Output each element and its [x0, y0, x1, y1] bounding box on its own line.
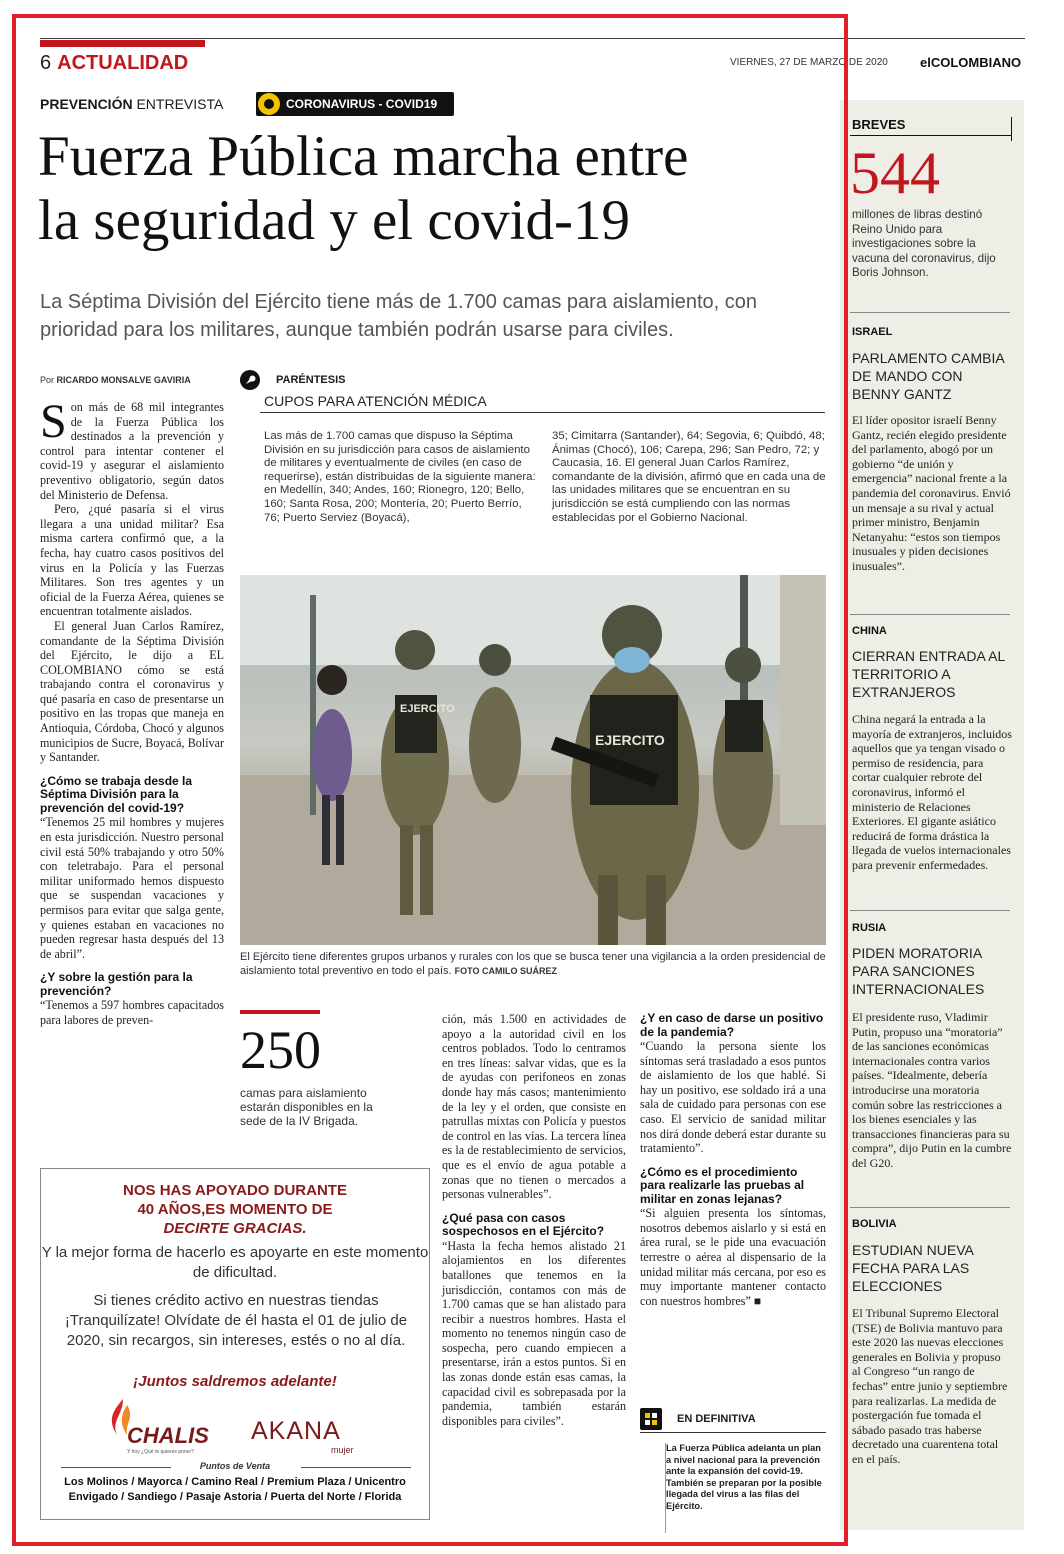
answer-2: “Tenemos a 597 hombres capacitados para labores de preven-	[40, 998, 224, 1027]
checkered-icon	[640, 1408, 662, 1430]
vest-label-left: EJERCITO	[400, 703, 455, 715]
points-rule-right	[301, 1467, 411, 1468]
headline-line-2: la seguridad y el covid-19	[38, 189, 630, 252]
question-1: ¿Cómo se trabaja desde la Séptima División para la prevención del covid-19?	[40, 773, 193, 815]
breves-rule	[850, 135, 1012, 136]
kicker	[40, 96, 223, 112]
page-number: 6	[40, 52, 52, 74]
chalis-logo	[103, 1397, 233, 1457]
brief-headline-bolivia: ESTUDIAN NUEVA FECHA PARA LAS ELECCIONES	[852, 1242, 974, 1294]
dropcap: S	[40, 395, 67, 448]
answer-2-continued: ción, más 1.500 en actividades de apoyo a la autoridad civil en los centros poblados. Todo lo centramos en tres líneas: salvar vidas, que es la de ayudas con perifoneos en zonas donde hay más casos; mantenimiento de la ley y el orden, que consiste en patrullas mixtas con Policía y puestos de control en las vías. La tercera línea es la de restablecimiento de servicios, que es el envío de agua potable a zonas que no tienen o mercados a personas vulnerables”.	[442, 1012, 626, 1202]
store-list	[41, 1475, 429, 1505]
brief-category-bolivia: BOLIVIA	[852, 1218, 897, 1230]
chalis-slogan: Y hoy ¿Qué te quieres poner?	[127, 1449, 194, 1455]
headline	[38, 125, 838, 253]
breves-separator	[850, 312, 1010, 313]
soldiers-photo	[240, 575, 826, 945]
answer-4: “Cuando la persona siente los síntomas será trasladado a esos puntos de aislamiento de los que hablé. Si hay un positivo, ese soldado irá a una sala de cuidado para personas con ese caso. El servicio de sanidad militar nos dirá donde deberá estar durante su tratamiento”.	[640, 1039, 826, 1156]
newspaper-logo: elCOLOMBIANO	[920, 55, 1022, 70]
breves-number: 544	[850, 140, 940, 206]
answer-1: “Tenemos 25 mil hombres y mujeres en esta jurisdicción. Nuestro personal civil está 50% trabajando y otro 50% con teletrabajo. Para el personal militar uniformado hemos dispuesto que se suspendan vacaciones y permisos para evitar que salga gente, y quienes estaban en vacaciones no pueden regresar hasta después del 13 de abril”.	[40, 815, 224, 961]
stat-number: 250	[240, 1020, 321, 1080]
body-column-3	[442, 1012, 626, 1428]
photo-caption	[240, 950, 830, 978]
photo-credit: FOTO CAMILO SUÁREZ	[454, 966, 557, 976]
dek: La Séptima División del Ejército tiene más de 1.700 camas para aislamiento, con prioridad para los militares, aunque también podrán usarse para civiles.	[40, 291, 758, 341]
section-color-bar	[40, 40, 205, 47]
ad-headline	[41, 1181, 429, 1238]
brief-headline-china: CIERRAN ENTRADA AL TERRITORIO A EXTRANJEROS	[852, 648, 1005, 700]
en-definitiva-label: EN DEFINITIVA	[677, 1413, 756, 1425]
answer-5: “Si alguien presenta los síntomas, nosotros debemos aislarlo y si está en área rural, se le pide una evacuación terrestre o aérea al dispensario de la unidad militar más cercana, por eso es muy importante mantener contacto con nuestros hombres” ■	[640, 1206, 826, 1308]
ad-headline-line-1: NOS HAS APOYADO DURANTE	[123, 1182, 347, 1199]
vest-label-center: EJERCITO	[595, 732, 665, 748]
paragraph-1: on más de 68 mil integrantes de la Fuerza Pública los destinados a la prevención y control para intentar contener el covid-19 y asegurar el aislamiento preventivo obligatorio, según datos del Ministerio de Defensa.	[40, 400, 224, 502]
ad-paragraph-2: Si tienes crédito activo en nuestras tiendas ¡Tranquilízate! Olvídate de él hasta el 01 de julio de 2020, sin recargos, sin intereses, estés o no al día.	[64, 1292, 408, 1349]
ad-paragraph-1: Y la mejor forma de hacerlo es apoyarte en este momento de dificultad.	[41, 1244, 429, 1281]
brief-body-rusia: El presidente ruso, Vladimir Putin, propuso una “moratoria” de las sanciones económicas internacionales contra varios países. “Idealmente, debería introducirse una moratoria común sobre las restricciones a los bienes esenciales y las transacciones financieras para su compra”, dijo Putin en la cumbre del G20.	[852, 1010, 1012, 1170]
headline-line-1: Fuerza Pública marcha entre	[38, 125, 689, 188]
advertisement	[40, 1168, 430, 1520]
parentesis-column-a: Las más de 1.700 camas que dispuso la Séptima División en su jurisdicción para casos de aislamiento de militares y eventualmente de civiles (en caso de requerirse), están distribuidas de la siguiente manera: en Medellín, 340; Andes, 160; Rionegro, 120; Bello, 160; Santa Rosa, 200; Montería, 20; Puerto Berrío, 76; Puerto Serviez (Boyacá),	[264, 430, 536, 524]
brief-category-israel: ISRAEL	[852, 326, 893, 338]
brief-category-rusia: RUSIA	[852, 922, 887, 934]
kicker-type: ENTREVISTA	[136, 96, 224, 112]
question-2: ¿Y sobre la gestión para la prevención?	[40, 970, 193, 998]
en-definitiva-text: La Fuerza Pública adelanta un plan a nivel nacional para la prevención ante la expansión del covid-19. También se preparan por la posible llegada del virus a las filas del Ejército.	[665, 1443, 825, 1533]
paragraph-3: El general Juan Carlos Ramírez, comandante de la Séptima División del Ejército, le dijo a EL COLOMBIANO cómo se está trabajando contra el coronavirus y qué pasaría en caso de presentarse un positivo en las tropas que maneja en Antioquia, Córdoba, Chocó y algunos municipios de Sucre, Boyacá, Bolívar y Santander.	[40, 618, 224, 765]
paragraph-2: Pero, ¿qué pasaría si el virus llegara a una unidad militar? Esa misma cartera confirmó que, a la fecha, hay cuatro casos positivos del virus en la Policía y las Fuerzas Militares. Son tres agentes y un oficial de la Fuerza Aérea, quienes se encuentran totalmente aislados.	[40, 502, 224, 619]
akana-subtitle: mujer	[331, 1445, 354, 1455]
ad-tagline: ¡Juntos saldremos adelante!	[133, 1373, 337, 1390]
byline-author: RICARDO MONSALVE GAVIRIA	[56, 375, 191, 385]
brief-headline-rusia: PIDEN MORATORIA PARA SANCIONES INTERNACIONALES	[852, 945, 985, 997]
brief-body-bolivia: El Tribunal Supremo Electoral (TSE) de Bolivia mantuvo para este 2020 las nuevas elecciones generales en Bolivia y propuso al Congreso “un rango de fechas” entre junio y septiembre para realizarlas. La medida de postergación fue tomada el sábado pasado tras haberse decretado una cuarentena total en el país.	[852, 1306, 1008, 1466]
parentesis-rule	[260, 412, 825, 413]
chalis-wordmark: CHALIS	[127, 1423, 209, 1448]
breves-separator	[850, 1207, 1010, 1208]
breves-title: BREVES	[852, 117, 906, 132]
breves-vertical-rule	[1011, 117, 1012, 141]
parentesis-label: PARÉNTESIS	[276, 374, 346, 386]
brief-body-israel: El líder opositor israelí Benny Gantz, recién elegido presidente del parlamento, abogó por un gobierno “de unión y emergencia” nacional frente a la pandemia del coronavirus. Envió un mensaje a su rival y actual primer ministro, Benjamin Netanyahu: “estos son tiempos inusuales y piden decisiones inusuales”.	[852, 413, 1011, 573]
coronavirus-tag	[256, 92, 454, 116]
parentesis-title: CUPOS PARA ATENCIÓN MÉDICA	[264, 393, 487, 409]
en-definitiva-rule	[640, 1432, 826, 1433]
body-column-1	[40, 395, 224, 1027]
stat-text: camas para aislamiento estarán disponibles en la sede de la IV Brigada.	[240, 1086, 373, 1128]
question-4: ¿Y en caso de darse un positivo de la pandemia?	[640, 1011, 824, 1039]
brief-headline-israel: PARLAMENTO CAMBIA DE MANDO CON BENNY GANTZ	[852, 350, 1004, 402]
ad-headline-line-3: DECIRTE GRACIAS.	[163, 1220, 307, 1237]
body-column-4	[640, 1012, 826, 1308]
kicker-topic: PREVENCIÓN	[40, 96, 133, 112]
akana-logo: AKANA	[251, 1417, 341, 1445]
breves-separator	[850, 614, 1010, 615]
pin-icon	[240, 370, 260, 390]
section-name: ACTUALIDAD	[57, 52, 189, 74]
parentesis-column-b: 35; Cimitarra (Santander), 64; Segovia, 6; Quibdó, 48; Ánimas (Chocó), 106; Carepa, 296; San Pedro, 72; y Caucasia, 16. El general Juan Carlos Ramírez, comandante de la división, afirmó que en cada una de las unidades militares que se encuentran en su jurisdicción se está cumpliendo con las normas establecidas por el Gobierno Nacional.	[552, 430, 826, 524]
breves-number-text: millones de libras destinó Reino Unido para investigaciones sobre la vacuna del coronavirus, dijo Boris Johnson.	[852, 208, 996, 280]
answer-3: “Hasta la fecha hemos alistado 21 alojamientos en los diferentes batallones que tenemos en la jurisdicción, contamos con más de 1.700 camas que se han alistado para recibir a nuestros hombres. Hasta el momento no tenemos ningún caso de sospecha, pero cuando empiecen a presentarse, irán a estos puntos. Si en las zonas donde están esas camas, la capacidad civil es sobrepasada por la pandemia, también estarán disponibles para civiles”.	[442, 1238, 626, 1428]
header-rule	[40, 38, 1025, 39]
stat-color-bar	[240, 1010, 320, 1014]
brief-body-china: China negará la entrada a la mayoría de extranjeros, incluidos aquellos que ya tengan visado o permiso de residencia, para cortar cualquier rebrote del coronavirus, informó el ministerio de Relaciones Exteriores. El gigante asiático reducirá de forma drástica la llegada de vuelos internacionales para prevenir enfermedades.	[852, 712, 1012, 872]
ad-headline-line-2: 40 AÑOS,ES MOMENTO DE	[137, 1201, 333, 1218]
dateline: VIERNES, 27 DE MARZO DE 2020	[730, 57, 888, 68]
byline	[40, 375, 191, 385]
caption-text: El Ejército tiene diferentes grupos urbanos y rurales con los que se busca tener una vigilancia a la orden presidencial de aislamiento total preventivo en todo el país.	[240, 951, 826, 977]
breves-separator	[850, 910, 1010, 911]
question-3: ¿Qué pasa con casos sospechosos en el Ejército?	[442, 1210, 605, 1239]
coronavirus-tag-label: CORONAVIRUS - COVID19	[286, 97, 438, 111]
byline-prefix: Por	[40, 375, 55, 385]
store-list-line-1: Los Molinos / Mayorca / Camino Real / Premium Plaza / Unicentro	[64, 1476, 406, 1488]
question-5: ¿Cómo es el procedimiento para realizarle las pruebas al militar en zonas lejanas?	[640, 1164, 805, 1206]
virus-icon	[258, 93, 280, 115]
section-header	[40, 52, 188, 75]
brief-category-china: CHINA	[852, 625, 887, 637]
points-of-sale-label: Puntos de Venta	[199, 1461, 271, 1471]
store-list-line-2: Envigado / Sandiego / Pasaje Astoria / Puerta del Norte / Florida	[68, 1491, 402, 1503]
